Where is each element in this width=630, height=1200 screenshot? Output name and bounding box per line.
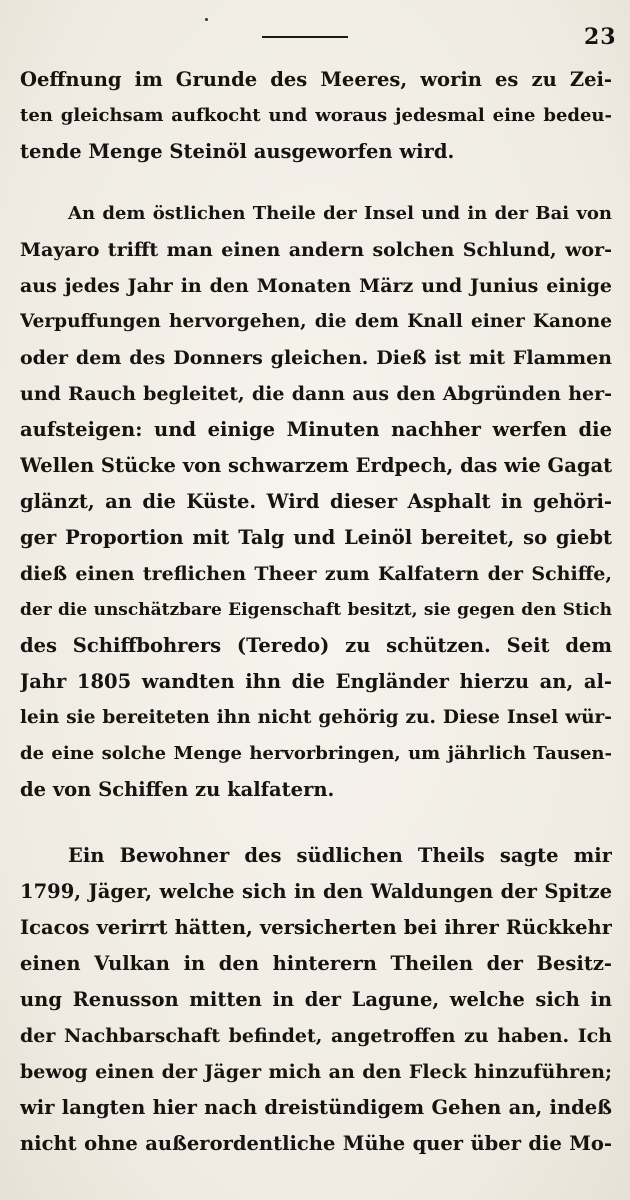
text-line: bewog einen der Jäger mich an den Fleck hinzuführen; bbox=[20, 1061, 612, 1083]
text-line: ung Renusson mitten in der Lagune, welche sich in bbox=[20, 988, 612, 1011]
paragraph-2 bbox=[20, 196, 612, 808]
print-speck bbox=[205, 18, 208, 21]
text-line: Icacos verirrt hätten, versicherten bei ihrer Rückkehr bbox=[20, 916, 612, 939]
text-line: glänzt, an die Küste. Wird dieser Asphalt in gehöri- bbox=[20, 490, 612, 513]
text-line: ger Proportion mit Talg und Leinöl bereitet, so giebt bbox=[20, 526, 612, 549]
text-line: dieß einen treflichen Theer zum Kalfatern der Schiffe, bbox=[20, 563, 612, 585]
page-number: 23 bbox=[584, 24, 617, 50]
paragraph-1 bbox=[20, 62, 612, 170]
text-line: ten gleichsam aufkocht und woraus jedesmal eine bedeu- bbox=[20, 105, 612, 126]
text-line: des Schiffbohrers (Teredo) zu schützen. Seit dem bbox=[20, 634, 612, 657]
text-line: aufsteigen: und einige Minuten nachher werfen die bbox=[20, 418, 612, 441]
text-line: aus jedes Jahr in den Monaten März und Junius einige bbox=[20, 275, 612, 297]
text-line: lein sie bereiteten ihn nicht gehörig zu. Diese Insel wür- bbox=[20, 707, 612, 728]
text-line: 1799, Jäger, welche sich in den Waldungen der Spitze bbox=[20, 880, 612, 903]
text-line: An dem östlichen Theile der Insel und in der Bai von bbox=[68, 203, 612, 224]
text-line: Mayaro trifft man einen andern solchen Schlund, wor- bbox=[20, 239, 612, 261]
text-line: wir langten hier nach dreistündigem Gehen an, indeß bbox=[20, 1096, 612, 1119]
text-line: oder dem des Donners gleichen. Dieß ist mit Flammen bbox=[20, 347, 612, 369]
paragraph-3 bbox=[20, 838, 612, 1162]
text-line: Ein Bewohner des südlichen Theils sagte mir bbox=[68, 844, 612, 867]
text-line: de von Schiffen zu kalfatern. bbox=[20, 778, 335, 801]
text-line: de eine solche Menge hervorbringen, um jährlich Tausen- bbox=[20, 743, 612, 764]
header-rule bbox=[262, 36, 348, 38]
text-line: und Rauch begleitet, die dann aus den Abgründen her- bbox=[20, 383, 612, 405]
text-line: tende Menge Steinöl ausgeworfen wird. bbox=[20, 140, 455, 163]
text-line: nicht ohne außerordentliche Mühe quer über die Mo- bbox=[20, 1132, 612, 1155]
text-line: der die unschätzbare Eigenschaft besitzt, sie gegen den Stich bbox=[20, 600, 612, 620]
text-line: Wellen Stücke von schwarzem Erdpech, das wie Gagat bbox=[20, 454, 612, 477]
text-line: Oeffnung im Grunde des Meeres, worin es zu Zei- bbox=[20, 68, 612, 91]
text-line: Jahr 1805 wandten ihn die Engländer hierzu an, al- bbox=[20, 670, 612, 693]
text-line: der Nachbarschaft befindet, angetroffen zu haben. Ich bbox=[20, 1025, 612, 1047]
text-line: einen Vulkan in den hinterern Theilen der Besitz- bbox=[20, 952, 612, 975]
text-line: Verpuffungen hervorgehen, die dem Knall einer Kanone bbox=[20, 311, 612, 332]
body-text bbox=[20, 62, 612, 1162]
